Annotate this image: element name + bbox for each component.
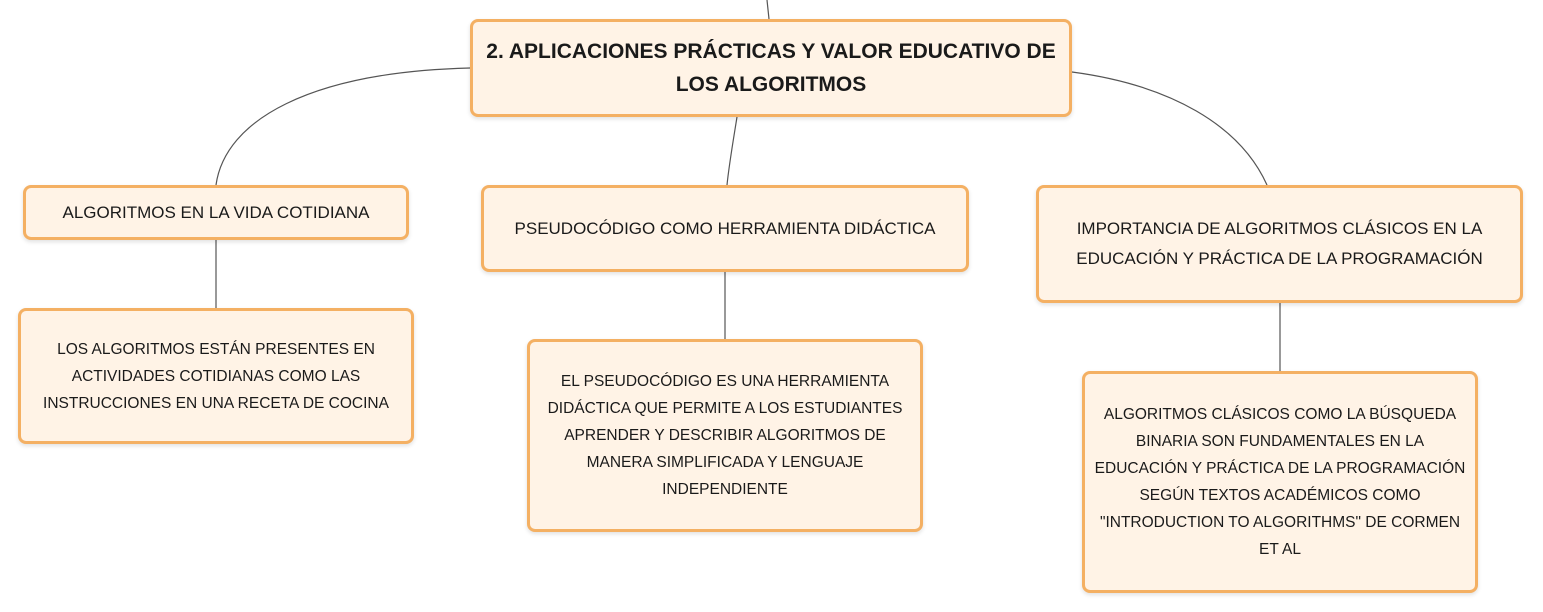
- subtopic-text: EL PSEUDOCÓDIGO ES UNA HERRAMIENTA DIDÁCTICA QUE PERMITE A LOS ESTUDIANTES APRENDER Y DESCRIBIR ALGORITMOS DE MANERA SIMPLIFICADA Y LENGUAJE INDEPENDIENTE: [547, 373, 903, 498]
- subtopic-text: LOS ALGORITMOS ESTÁN PRESENTES EN ACTIVIDADES COTIDIANAS COMO LAS INSTRUCCIONES EN UNA RECETA DE COCINA: [43, 340, 389, 412]
- subtopic-pseudocodigo-detalle[interactable]: [527, 339, 923, 532]
- subtopic-text: ALGORITMOS CLÁSICOS COMO LA BÚSQUEDA BINARIA SON FUNDAMENTALES EN LA EDUCACIÓN Y PRÁCTICA DE LA PROGRAMACIÓN SEGÚN TEXTOS ACADÉMICOS COMO "INTRODUCTION TO ALGORITHMS" DE CORMEN ET AL: [1094, 406, 1466, 558]
- connector-root-to-vida: [216, 68, 470, 185]
- topic-title: ALGORITMOS EN LA VIDA COTIDIANA: [62, 202, 370, 222]
- subtopic-vida-cotidiana-detalle[interactable]: [18, 308, 414, 444]
- topic-algoritmos-vida-cotidiana[interactable]: [23, 185, 409, 240]
- connector-root-to-importancia: [1072, 72, 1267, 185]
- topic-title: PSEUDOCÓDIGO COMO HERRAMIENTA DIDÁCTICA: [514, 218, 936, 238]
- subtopic-importancia-detalle[interactable]: [1082, 371, 1478, 593]
- topic-pseudocodigo-herramienta[interactable]: [481, 185, 969, 272]
- root-topic-title: 2. APLICACIONES PRÁCTICAS Y VALOR EDUCATIVO DE LOS ALGORITMOS: [486, 40, 1056, 96]
- topic-title: IMPORTANCIA DE ALGORITMOS CLÁSICOS EN LA EDUCACIÓN Y PRÁCTICA DE LA PROGRAMACIÓN: [1076, 219, 1483, 268]
- connector-root-to-pseudo: [727, 117, 737, 185]
- topic-importancia-algoritmos-clasicos[interactable]: [1036, 185, 1523, 303]
- connector-from-parent: [767, 0, 769, 19]
- root-topic[interactable]: [470, 19, 1072, 117]
